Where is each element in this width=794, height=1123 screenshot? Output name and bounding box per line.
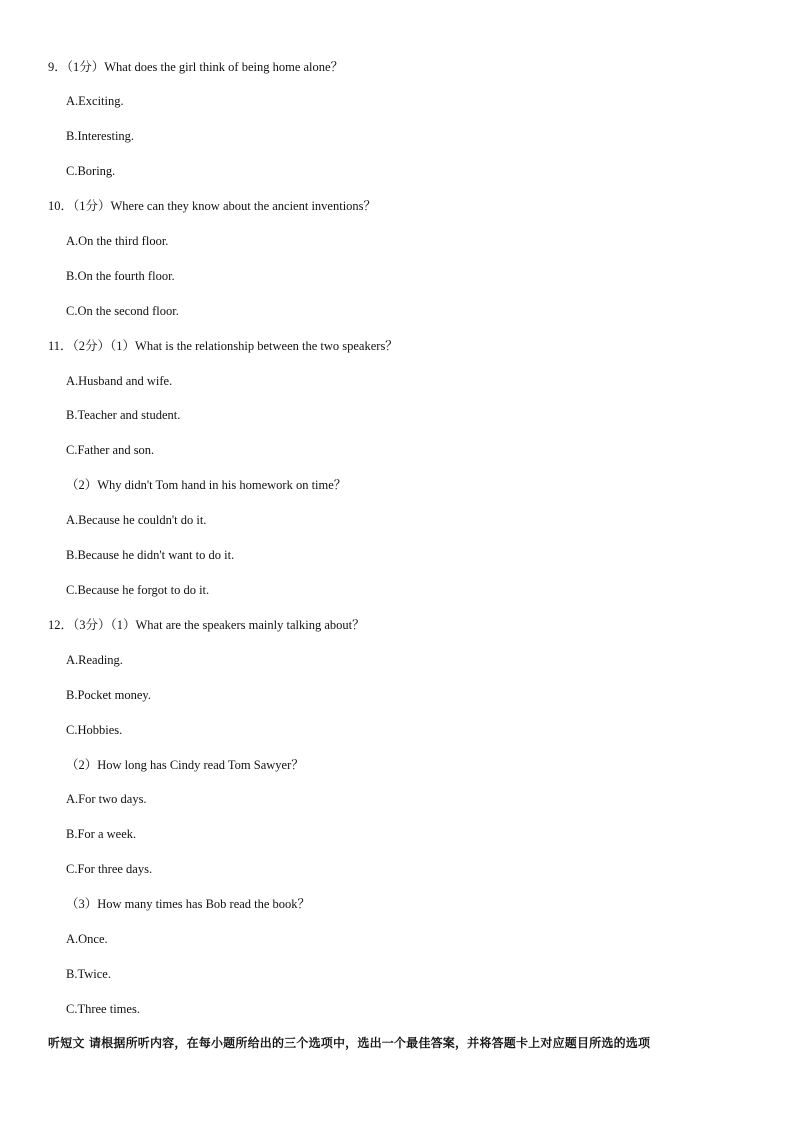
question-10-stem: 10．（1分）Where can they know about the ancient inventions？	[48, 199, 377, 213]
question-12-2-option-c: C.For three days.	[66, 862, 153, 876]
question-12-1-option-a: A.Reading.	[66, 653, 123, 667]
question-11-1-option-b: B.Teacher and student.	[66, 408, 181, 422]
question-9-option-a: A.Exciting.	[66, 94, 124, 108]
question-9-stem: 9．（1分）What does the girl think of being home alone？	[48, 60, 344, 74]
section-instructions: 听短文 请根据所听内容，在每小题所给出的三个选项中，选出一个最佳答案，并将答题卡上对应题目所选的选项	[48, 1036, 651, 1050]
question-9-option-c: C.Boring.	[66, 164, 116, 178]
question-11-2-option-a: A.Because he couldn't do it.	[66, 513, 207, 527]
question-12-3-option-b: B.Twice.	[66, 967, 111, 981]
question-12-sub-2: （2）How long has Cindy read Tom Sawyer？	[66, 758, 304, 772]
question-11-sub-2: （2）Why didn't Tom hand in his homework on time？	[66, 478, 347, 492]
question-9-option-b: B.Interesting.	[66, 129, 135, 143]
question-11-1-option-c: C.Father and son.	[66, 443, 155, 457]
question-10-option-c: C.On the second floor.	[66, 304, 179, 318]
question-12-3-option-a: A.Once.	[66, 932, 108, 946]
question-12-1-option-c: C.Hobbies.	[66, 723, 123, 737]
question-12-sub-3: （3）How many times has Bob read the book？	[66, 897, 311, 911]
question-12-1-option-b: B.Pocket money.	[66, 688, 151, 702]
question-11-stem: 11．（2分）（1）What is the relationship between the two speakers？	[48, 339, 398, 353]
question-12-3-option-c: C.Three times.	[66, 1002, 140, 1016]
question-10-option-a: A.On the third floor.	[66, 234, 169, 248]
question-11-1-option-a: A.Husband and wife.	[66, 374, 173, 388]
question-12-2-option-a: A.For two days.	[66, 792, 147, 806]
question-11-2-option-c: C.Because he forgot to do it.	[66, 583, 210, 597]
question-12-2-option-b: B.For a week.	[66, 827, 137, 841]
question-12-stem: 12．（3分）（1）What are the speakers mainly talking about？	[48, 618, 365, 632]
question-11-2-option-b: B.Because he didn't want to do it.	[66, 548, 235, 562]
question-10-option-b: B.On the fourth floor.	[66, 269, 175, 283]
